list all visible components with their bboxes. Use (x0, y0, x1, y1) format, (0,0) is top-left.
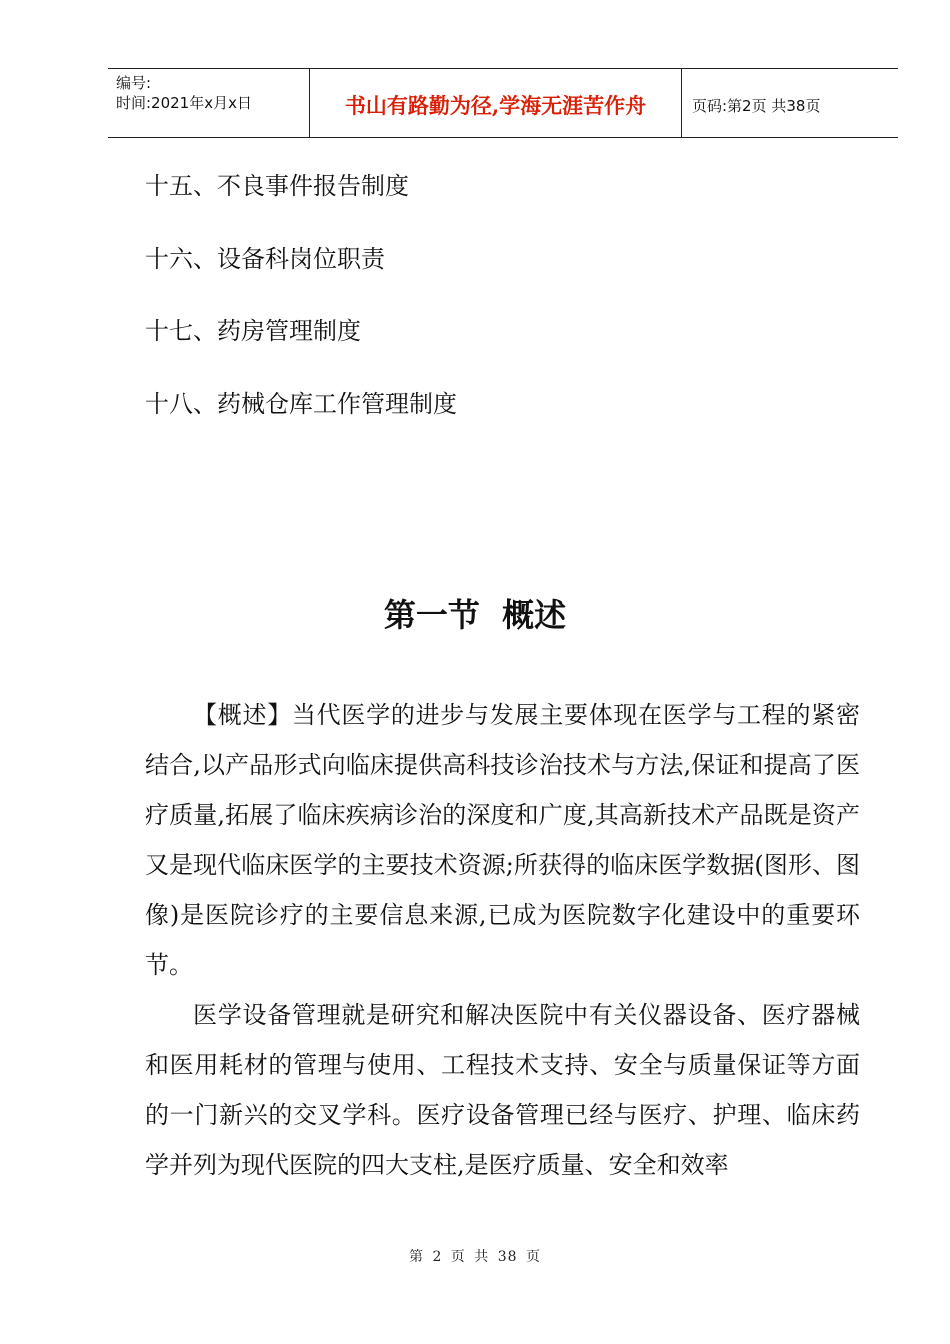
header-page-info: 页码:第2页 共38页 (692, 96, 821, 115)
toc-item: 十六、设备科岗位职责 (145, 244, 385, 273)
document-number-label: 编号: (116, 74, 152, 92)
document-time-label: 时间:2021年x月x日 (116, 94, 252, 112)
header-meta (108, 69, 310, 137)
section-title: 第一节 概述 (383, 596, 567, 634)
header-motto: 书山有路勤为径,学海无涯苦作舟 (310, 69, 682, 137)
toc-item: 十七、药房管理制度 (145, 317, 361, 345)
toc-item: 十八、药械仓库工作管理制度 (145, 389, 457, 418)
toc-item: 十五、不良事件报告制度 (145, 172, 409, 200)
page-header (108, 68, 898, 138)
body-text (145, 690, 860, 1190)
table-of-contents (145, 164, 845, 454)
paragraph: 医学设备管理就是研究和解决医院中有关仪器设备、医疗器械和医用耗材的管理与使用、工程技术支持、安全与质量保证等方面的一门新兴的交叉学科。医疗设备管理已经与医疗、护理、临床药学并列为现代医院的四大支柱,是医疗质量、安全和效率 (145, 1001, 860, 1179)
paragraph: 【概述】当代医学的进步与发展主要体现在医学与工程的紧密结合,以产品形式向临床提供高科技诊治技术与方法,保证和提高了医疗质量,拓展了临床疾病诊治的深度和广度,其高新技术产品既是资产又是现代临床医学的主要技术资源;所获得的临床医学数据(图形、图像)是医院诊疗的主要信息来源,已成为医院数字化建设中的重要环节。 (145, 701, 860, 979)
page-footer: 第 2 页 共 38 页 (409, 1249, 541, 1265)
